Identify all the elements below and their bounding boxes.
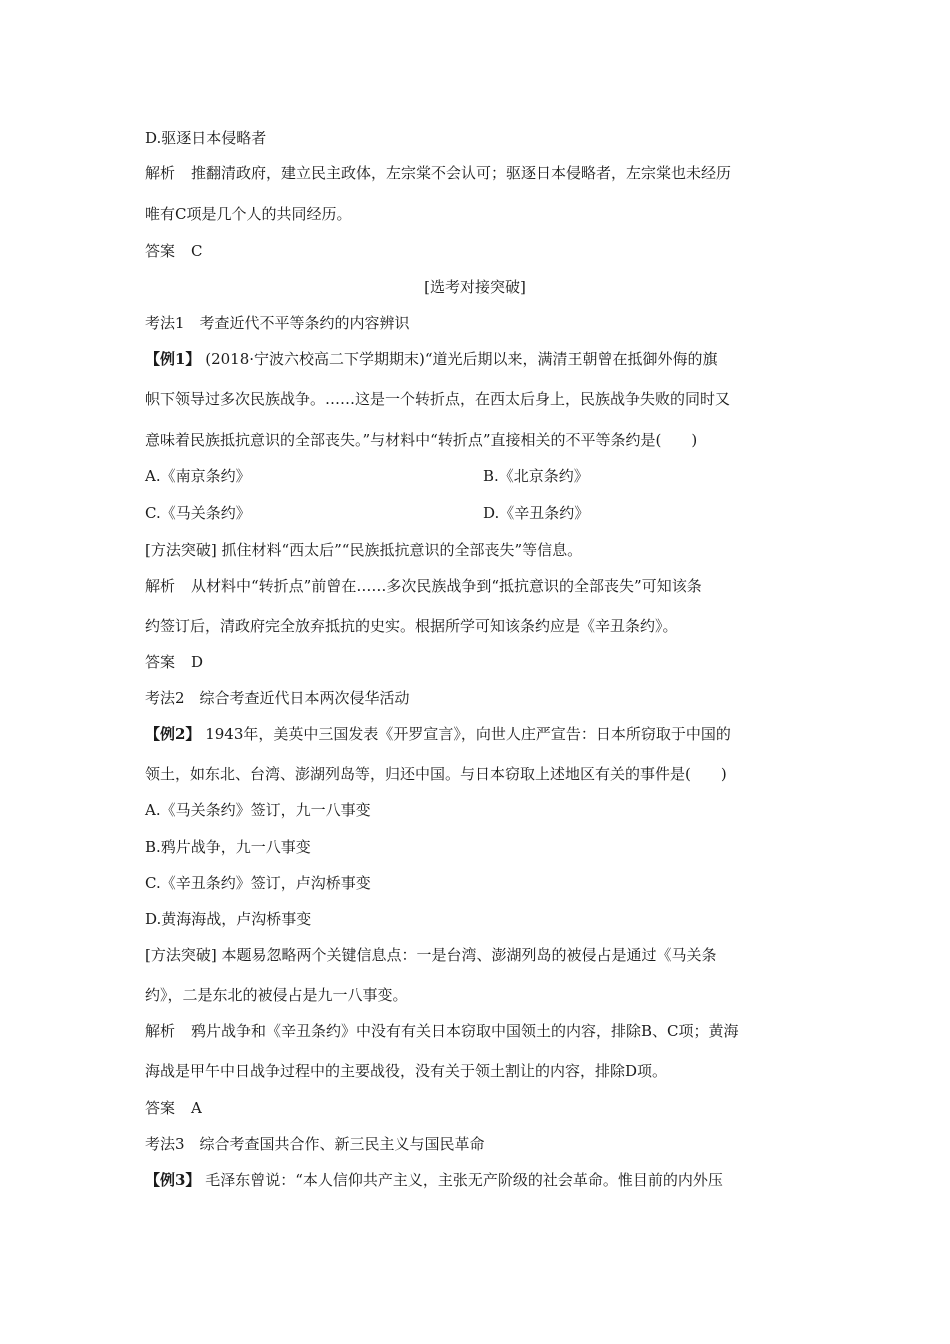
method2-heading: 考法2 综合考查近代日本两次侵华活动: [145, 689, 410, 707]
method1-heading: 考法1 考查近代不平等条约的内容辨识: [145, 314, 410, 332]
analysis1-line1: 解析 从材料中“转折点”前曾在……多次民族战争到“抵抗意识的全部丧失”可知该条: [145, 577, 702, 595]
answer2: 答案 A: [145, 1099, 202, 1117]
example1-option-a: A.《南京条约》: [145, 467, 251, 485]
analysis-prev-line1: 解析 推翻清政府，建立民主政体，左宗棠不会认可；驱逐日本侵略者，左宗棠也未经历: [145, 164, 732, 182]
example1-label: 【例1】: [145, 350, 201, 368]
method3-heading: 考法3 综合考查国共合作、新三民主义与国民革命: [145, 1135, 485, 1153]
section-heading: [选考对接突破]: [424, 278, 526, 296]
example1-line1: 【例1】 (2018·宁波六校高二下学期期末)“道光后期以来，满清王朝曾在抵御外侮的旗: [145, 350, 718, 368]
analysis2-line1: 解析 鸦片战争和《辛丑条约》中没有有关日本窃取中国领土的内容，排除B、C项；黄海: [145, 1022, 739, 1040]
example1-option-c: C.《马关条约》: [145, 504, 251, 522]
example2-option-d: D.黄海海战，卢沟桥事变: [145, 910, 312, 928]
analysis-label: 解析: [145, 164, 176, 182]
example3-line1: 【例3】 毛泽东曾说：“本人信仰共产主义，主张无产阶级的社会革命。惟目前的内外压: [145, 1171, 723, 1189]
example2-line2: 领土，如东北、台湾、澎湖列岛等，归还中国。与日本窃取上述地区有关的事件是( ): [145, 765, 727, 783]
example2-option-a: A.《马关条约》签订，九一八事变: [145, 801, 371, 819]
method1-tip: [方法突破] 抓住材料“西太后”“民族抵抗意识的全部丧失”等信息。: [145, 541, 583, 559]
example2-option-c: C.《辛丑条约》签订，卢沟桥事变: [145, 874, 371, 892]
analysis2-line2: 海战是甲午中日战争过程中的主要战役，没有关于领土割让的内容，排除D项。: [145, 1062, 668, 1080]
example2-label: 【例2】: [145, 725, 201, 743]
option-d-prev: D.驱逐日本侵略者: [145, 129, 267, 147]
method2-tip-line2: 约》，二是东北的被侵占是九一八事变。: [145, 986, 408, 1004]
example2-line1: 【例2】 1943年，美英中三国发表《开罗宣言》，向世人庄严宣告：日本所窃取于中国的: [145, 725, 731, 743]
example2-option-b: B.鸦片战争，九一八事变: [145, 838, 311, 856]
answer-label: 答案: [145, 242, 176, 260]
method2-tip-line1: [方法突破] 本题易忽略两个关键信息点：一是台湾、澎湖列岛的被侵占是通过《马关条: [145, 946, 717, 964]
analysis1-line2: 约签订后，清政府完全放弃抵抗的史实。根据所学可知该条约应是《辛丑条约》。: [145, 617, 678, 635]
example1-option-d: D.《辛丑条约》: [483, 504, 590, 522]
example1-option-b: B.《北京条约》: [483, 467, 589, 485]
analysis-prev-line2: 唯有C项是几个人的共同经历。: [145, 205, 352, 223]
example1-line3: 意味着民族抵抗意识的全部丧失。”与材料中“转折点”直接相关的不平等条约是( ): [145, 431, 698, 449]
example1-line2: 帜下领导过多次民族战争。……这是一个转折点，在西太后身上，民族战争失败的同时又: [145, 390, 731, 408]
example3-label: 【例3】: [145, 1171, 201, 1189]
answer1: 答案 D: [145, 653, 204, 671]
answer-prev: 答案 C: [145, 242, 203, 260]
